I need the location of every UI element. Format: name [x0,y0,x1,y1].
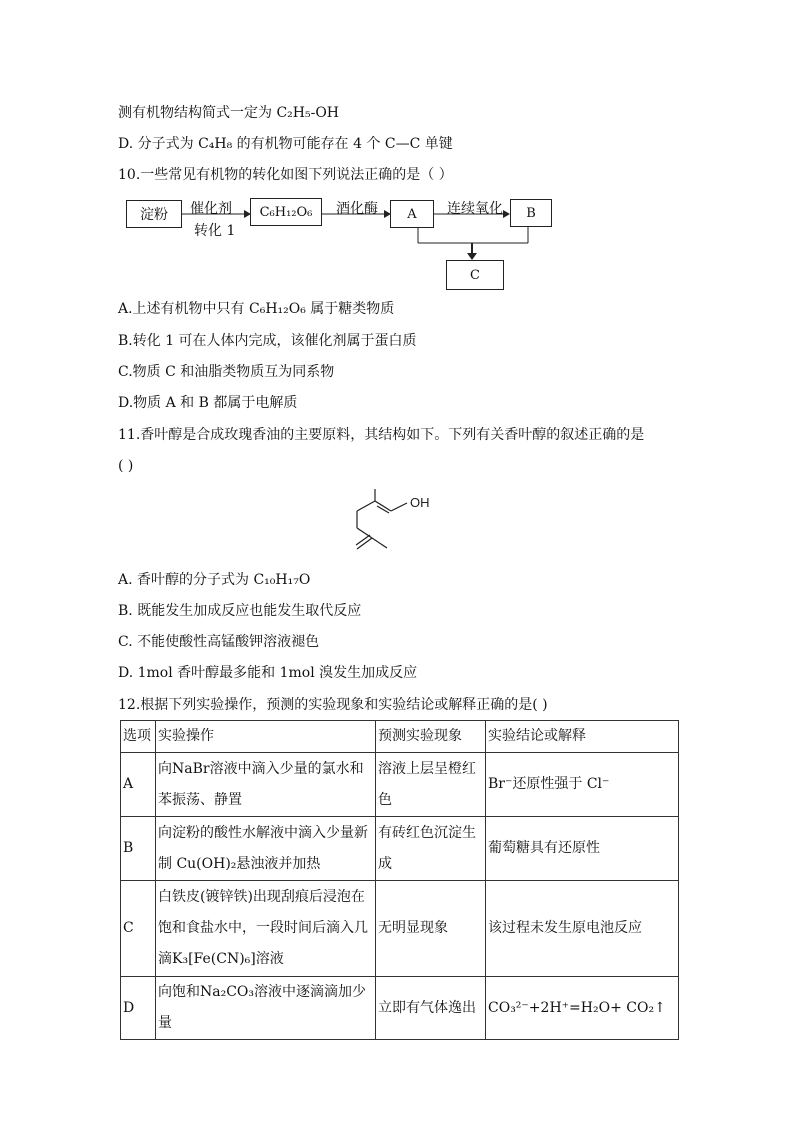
table-cell: 白铁皮(镀锌铁)出现刮痕后浸泡在饱和食盐水中，一段时间后滴入几滴K₃[Fe(CN)₆]溶液 [156,881,376,977]
box-a: A [390,200,434,228]
question-11-stem: 11.香叶醇是合成玫瑰香油的主要原料，其结构如下。下列有关香叶醇的叙述正确的是 [118,427,645,443]
arrow-label-catalyst: 催化剂 [190,201,232,217]
question-11-paren: ( ) [118,458,134,474]
question-12-stem: 12.根据下列实验操作，预测的实验现象和实验结论或解释正确的是( ) [118,697,548,713]
box-glucose: C₆H₁₂O₆ [250,198,322,226]
table-cell: 向淀粉的酸性水解液中滴入少量新制 Cu(OH)₂悬浊液并加热 [156,817,376,881]
table-cell: Br⁻还原性强于 Cl⁻ [486,753,679,817]
box-c: C [446,260,504,290]
experiment-table [120,720,679,1040]
diagram-arrows [0,0,794,300]
question-10-option-c: C.物质 C 和油脂类物质互为同系物 [118,364,335,380]
arrow-label-conversion: 转化 1 [194,223,236,239]
table-cell: 向NaBr溶液中滴入少量的氯水和苯振荡、静置 [156,753,376,817]
table-row [121,753,679,817]
header-cell: 实验操作 [156,721,376,753]
table-cell: 立即有气体逸出 [376,977,486,1040]
header-cell: 选项 [121,721,156,753]
option-d-text: D. 分子式为 C₄H₈ 的有机物可能存在 4 个 C—C 单键 [118,136,453,152]
table-cell: A [121,753,156,817]
question-11-option-c: C. 不能使酸性高锰酸钾溶液褪色 [118,634,320,650]
question-11-option-a: A. 香叶醇的分子式为 C₁₀H₁₇O [118,572,311,588]
table-row [121,977,679,1040]
table-cell: 无明显现象 [376,881,486,977]
header-cell: 预测实验现象 [376,721,486,753]
question-10-option-a: A.上述有机物中只有 C₆H₁₂O₆ 属于糖类物质 [118,301,395,317]
table-cell: C [121,881,156,977]
table-cell: CO₃²⁻+2H⁺=H₂O+ CO₂↑ [486,977,679,1040]
box-b: B [510,199,552,227]
skeletal-formula [350,487,440,555]
table-cell: 有砖红色沉淀生成 [376,817,486,881]
question-11-option-b: B. 既能发生加成反应也能发生取代反应 [118,603,362,619]
table-row [121,881,679,977]
box-starch: 淀粉 [126,200,182,228]
question-10-option-b: B.转化 1 可在人体内完成，该催化剂属于蛋白质 [118,333,417,349]
text-line: 测有机物结构简式一定为 C₂H₅-OH [118,105,340,121]
table-cell: 葡萄糖具有还原性 [486,817,679,881]
hydroxyl-label: OH [410,495,430,510]
question-10-stem: 10.一些常见有机物的转化如图下列说法正确的是（ ） [118,167,453,183]
table-cell: 向饱和Na₂CO₃溶液中逐滴滴加少量 [156,977,376,1040]
table-cell: 溶液上层呈橙红色 [376,753,486,817]
geraniol-structure [350,487,440,555]
question-11-option-d: D. 1mol 香叶醇最多能和 1mol 溴发生加成反应 [118,665,418,681]
table-header-row [121,721,679,753]
question-10-option-d: D.物质 A 和 B 都属于电解质 [118,395,298,411]
header-cell: 实验结论或解释 [486,721,679,753]
conversion-diagram [0,0,794,300]
arrow-label-oxidation: 连续氧化 [447,201,503,217]
table-cell: 该过程未发生原电池反应 [486,881,679,977]
table-cell: D [121,977,156,1040]
table-cell: B [121,817,156,881]
arrow-label-zymase: 酒化酶 [336,201,378,217]
table-row [121,817,679,881]
